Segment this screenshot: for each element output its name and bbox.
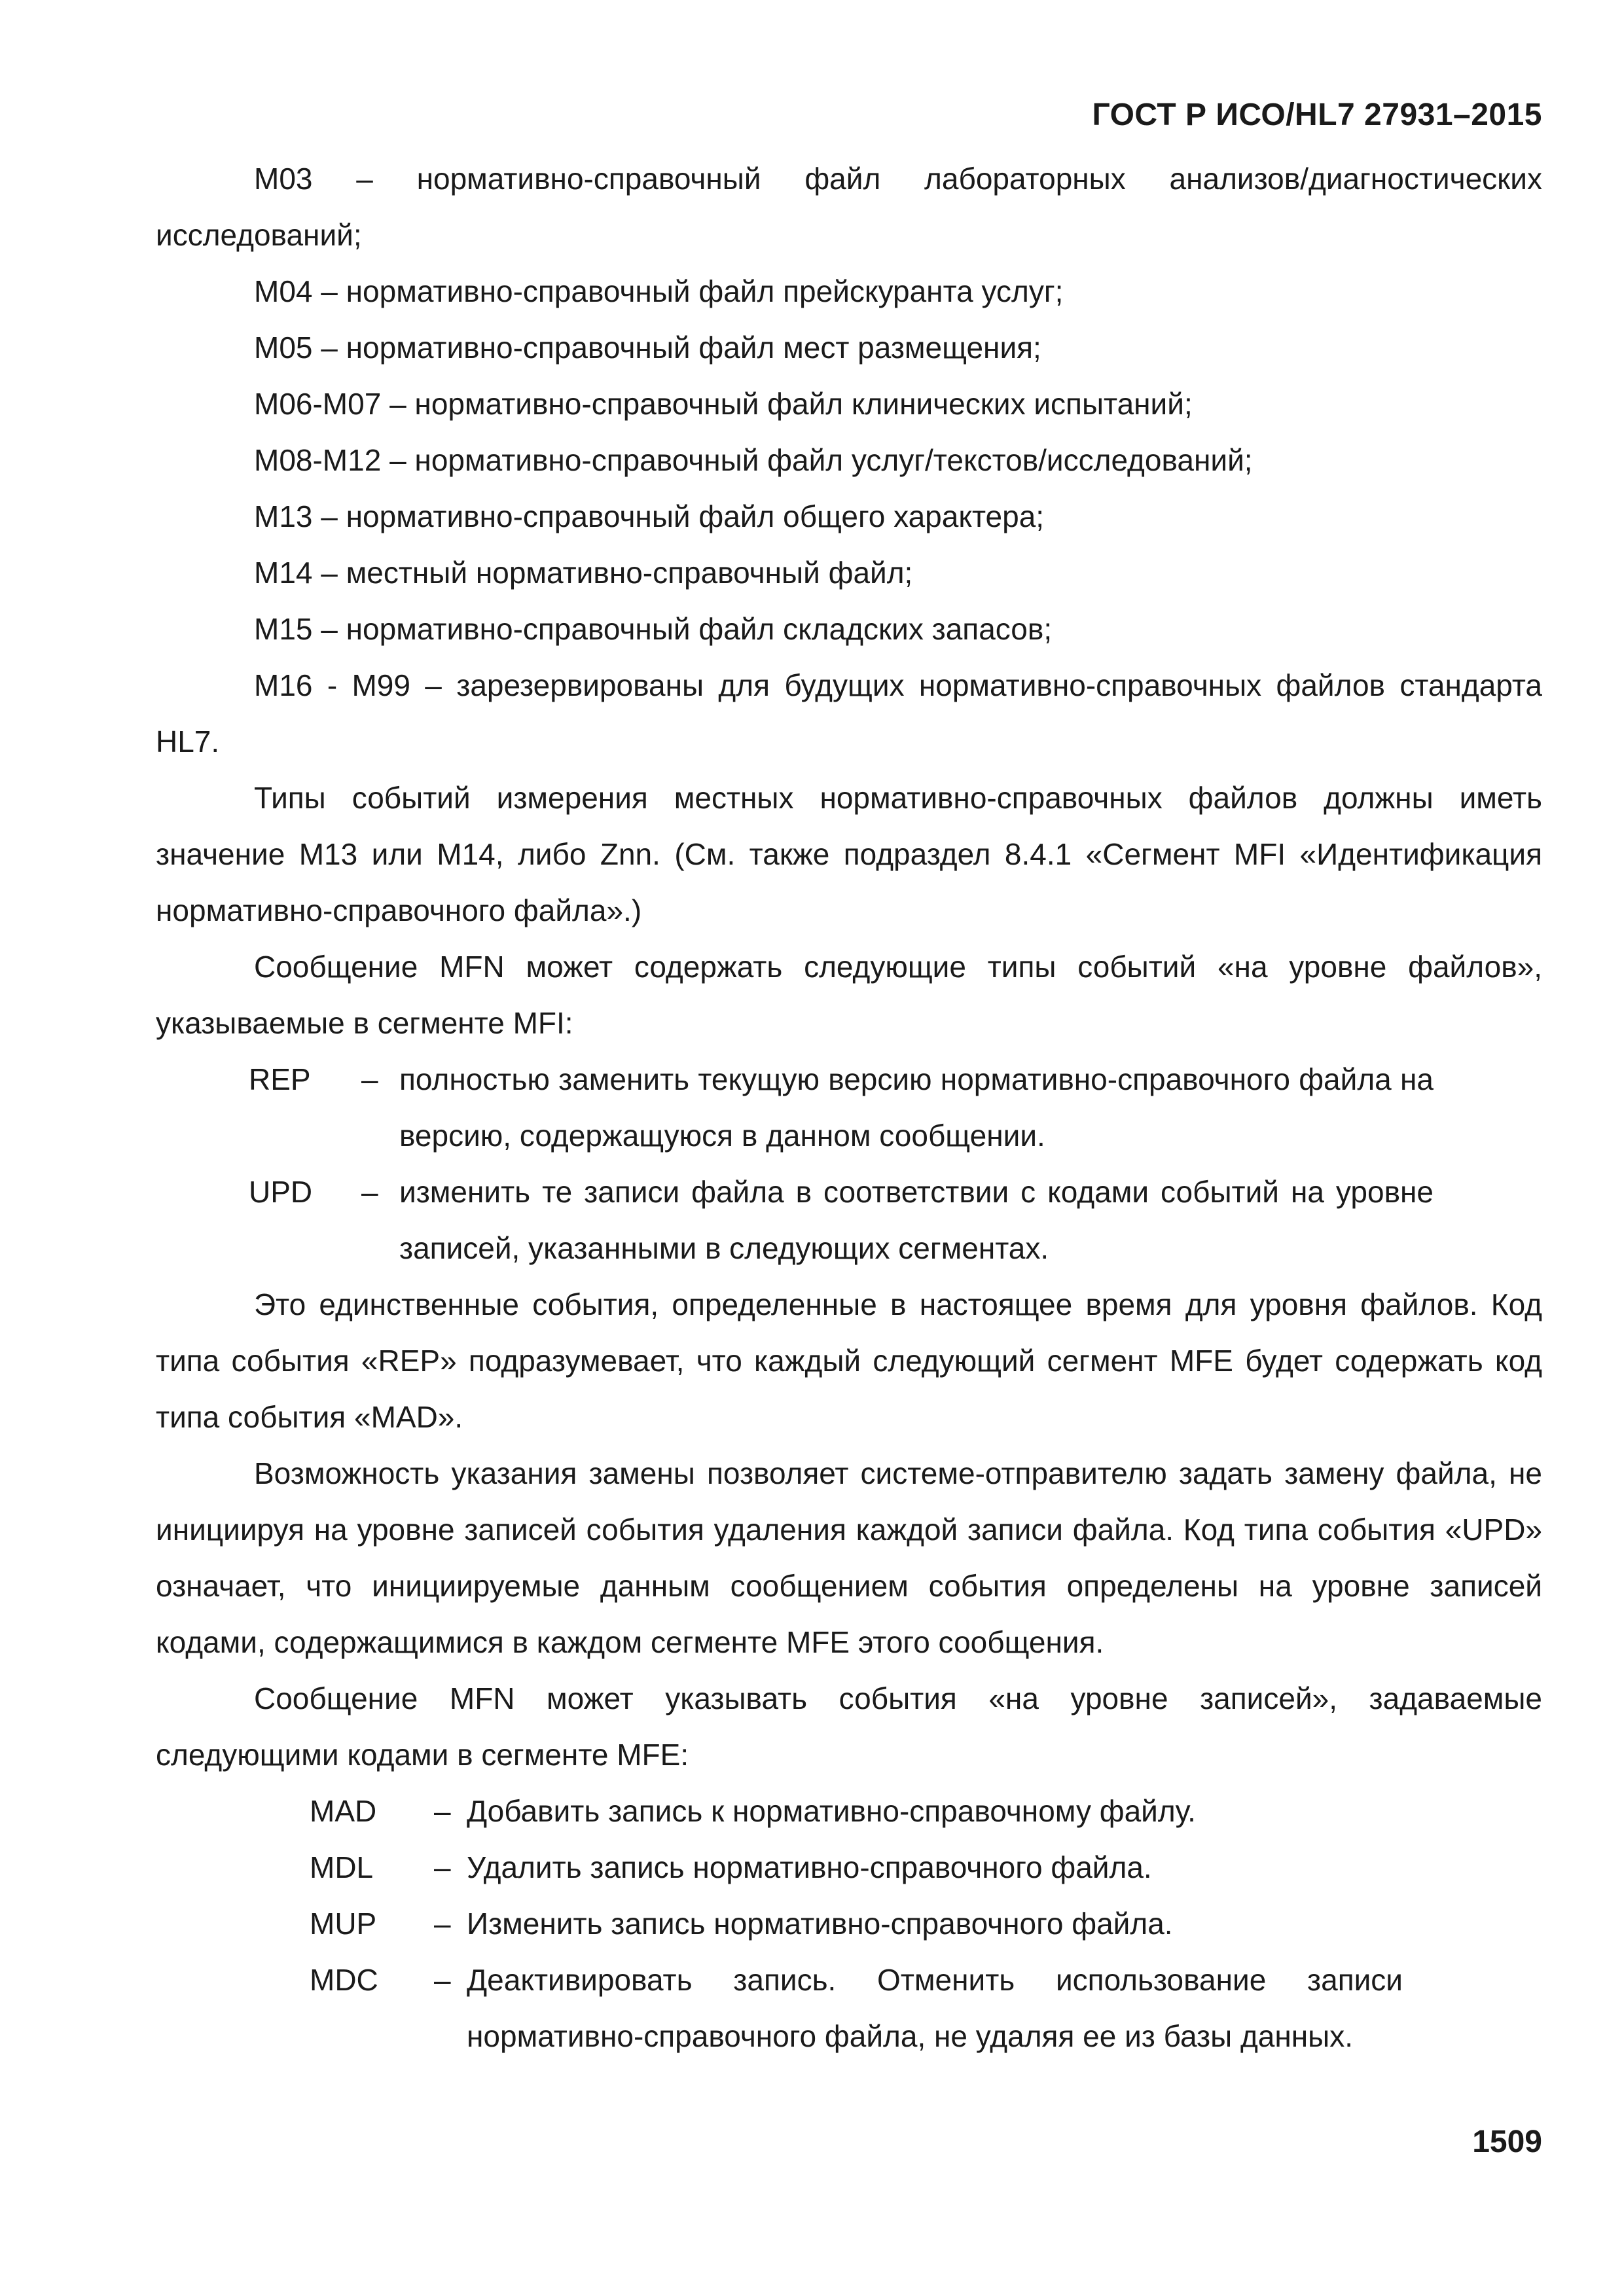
record-event-mup	[156, 1895, 1542, 1952]
record-event-mdc	[156, 1952, 1542, 2064]
list-item-m05: M05 – нормативно-справочный файл мест размещения;	[254, 331, 1041, 365]
paragraph-replacement: Возможность указания замены позволяет системе-отправителю задать замену файла, не инициируя на уровне записей события удаления каждой записи файла. Код типа события «UPD» означает, что инициируемые данным сообщением события определены на уровне записей кодами, содержащимися в каждом сегменте MFE этого сообщения.	[156, 1456, 1542, 1659]
list-item-m04: M04 – нормативно-справочный файл прейскуранта услуг;	[254, 274, 1064, 308]
event-dash: –	[361, 1175, 378, 1209]
page-number: 1509	[1472, 2125, 1542, 2159]
event-description: изменить те записи файла в соответствии с кодами событий на уровне записей, указанными в следующих сегментах.	[399, 1175, 1434, 1265]
event-code: MAD	[310, 1794, 377, 1828]
record-event-list	[156, 1783, 1542, 2064]
page-content	[156, 151, 1542, 2064]
list-item-m15: M15 – нормативно-справочный файл складских запасов;	[254, 612, 1053, 646]
paragraph-only-events: Это единственные события, определенные в настоящее время для уровня файлов. Код типа события «REP» подразумевает, что каждый следующий сегмент MFE будет содержать код типа события «MAD».	[156, 1287, 1542, 1434]
event-dash: –	[434, 1850, 451, 1884]
event-code: REP	[249, 1062, 311, 1096]
record-event-mad	[156, 1783, 1542, 1839]
list-item-m06-m07: M06-M07 – нормативно-справочный файл клинических испытаний;	[254, 387, 1193, 421]
document-header: ГОСТ Р ИСО/HL7 27931–2015	[1092, 98, 1542, 132]
event-dash: –	[434, 1907, 451, 1941]
event-description: Добавить запись к нормативно-справочному файлу.	[467, 1794, 1196, 1828]
event-description: Изменить запись нормативно-справочного файла.	[467, 1907, 1173, 1941]
paragraph-file-level-events: Сообщение MFN может содержать следующие типы событий «на уровне файлов», указываемые в сегменте MFI:	[156, 950, 1542, 1040]
list-item-m03: M03 – нормативно-справочный файл лабораторных анализов/диагностических исследований;	[156, 162, 1542, 252]
event-code: MUP	[310, 1907, 377, 1941]
event-code: MDC	[310, 1963, 378, 1997]
event-description: Деактивировать запись. Отменить использование записи нормативно-справочного файла, не удаляя ее из базы данных.	[467, 1963, 1403, 2053]
event-code: UPD	[249, 1175, 313, 1209]
list-item-m16-m99: M16 - M99 – зарезервированы для будущих нормативно-справочных файлов стандарта HL7.	[156, 668, 1542, 759]
file-event-rep	[156, 1051, 1542, 1164]
event-description: Удалить запись нормативно-справочного файла.	[467, 1850, 1152, 1884]
record-event-mdl	[156, 1839, 1542, 1895]
file-event-list	[156, 1051, 1542, 1276]
list-item-m13: M13 – нормативно-справочный файл общего характера;	[254, 499, 1045, 533]
paragraph-event-types: Типы событий измерения местных нормативно-справочных файлов должны иметь значение M13 или M14, либо Znn. (См. также подраздел 8.4.1 «Сегмент MFI «Идентификация нормативно-справочного файла».)	[156, 781, 1542, 927]
list-item-m08-m12: M08-M12 – нормативно-справочный файл услуг/текстов/исследований;	[254, 443, 1253, 477]
event-description: полностью заменить текущую версию нормативно-справочного файла на версию, содержащуюся в данном сообщении.	[399, 1062, 1434, 1153]
event-dash: –	[361, 1062, 378, 1096]
event-dash: –	[434, 1794, 451, 1828]
file-event-upd	[156, 1164, 1542, 1276]
list-item-m14: M14 – местный нормативно-справочный файл;	[254, 556, 913, 590]
event-code: MDL	[310, 1850, 374, 1884]
paragraph-record-level-events: Сообщение MFN может указывать события «на уровне записей», задаваемые следующими кодами в сегменте MFE:	[156, 1681, 1542, 1772]
event-dash: –	[434, 1963, 451, 1997]
